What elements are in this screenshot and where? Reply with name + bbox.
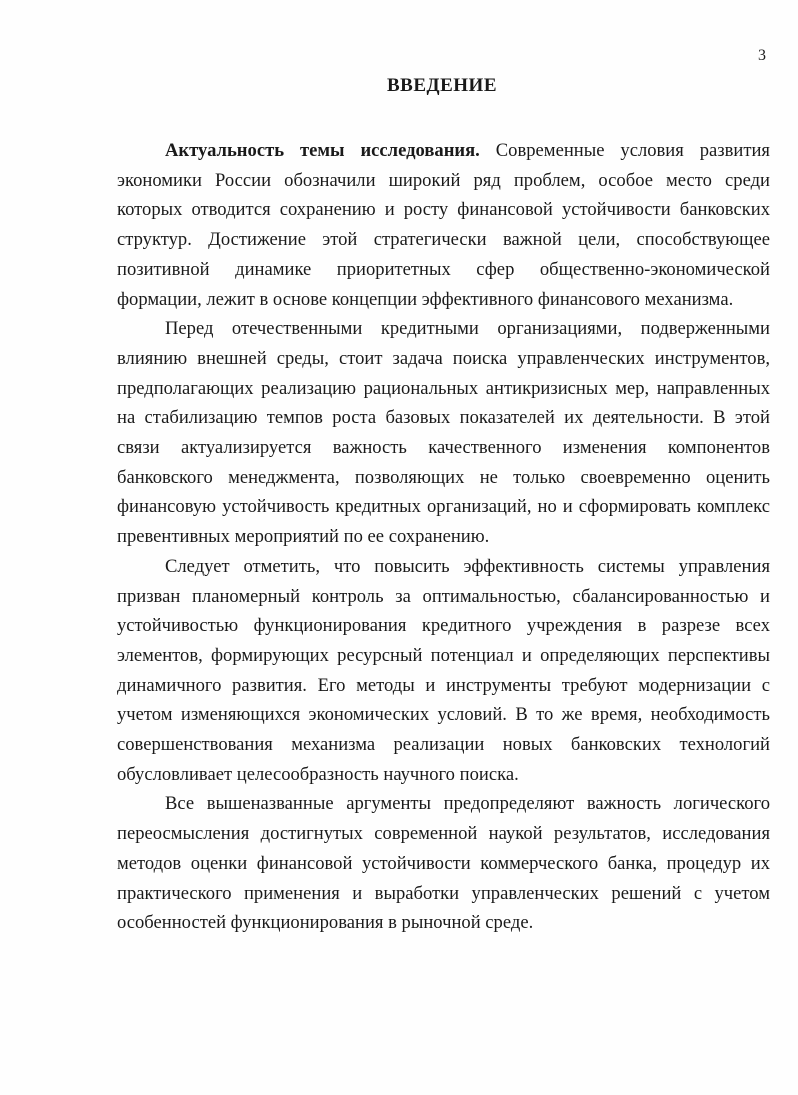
page-number: 3: [758, 47, 766, 64]
body-text: [117, 136, 770, 938]
page-title: ВВЕДЕНИЕ: [387, 75, 497, 96]
paragraph: Следует отметить, что повысить эффективность системы управления призван планомерный контроль за оптимальностью, сбалансированностью и устойчивостью функционирования кредитного учреждения в разрезе всех элементов, формирующих ресурсный потенциал и определяющих перспективы динамичного развития. Его методы и инструменты требуют модернизации с учетом изменяющихся экономических условий. В то же время, необходимость совершенствования механизма реализации новых банковских технологий обусловливает целесообразность научного поиска.: [117, 555, 770, 785]
paragraph: Перед отечественными кредитными организациями, подверженными влиянию внешней среды, стоит задача поиска управленческих инструментов, предполагающих реализацию рациональных антикризисных мер, направленных на стабилизацию темпов роста базовых показателей их деятельности. В этой связи актуализируется важность качественного изменения компонентов банковского менеджмента, позволяющих не только своевременно оценить финансовую устойчивость кредитных организаций, но и сформировать комплекс превентивных мероприятий по ее сохранению.: [117, 318, 770, 548]
paragraph: Все вышеназванные аргументы предопределяют важность логического переосмысления достигнутых современной наукой результатов, исследования методов оценки финансовой устойчивости коммерческого банка, процедур их практического применения и выработки управленческих решений с учетом особенностей функционирования в рыночной среде.: [117, 793, 770, 934]
paragraph-text: Современные условия развития экономики России обозначили широкий ряд проблем, особое место среди которых отводится сохранению и росту финансовой устойчивости банковских структур. Достижение этой стратегически важной цели, способствующее позитивной динамике приоритетных сфер общественно-экономической формации, лежит в основе концепции эффективного финансового механизма.: [117, 140, 770, 310]
paragraph-lead: Актуальность темы исследования.: [165, 140, 480, 161]
paragraph-relevance: [117, 136, 770, 314]
